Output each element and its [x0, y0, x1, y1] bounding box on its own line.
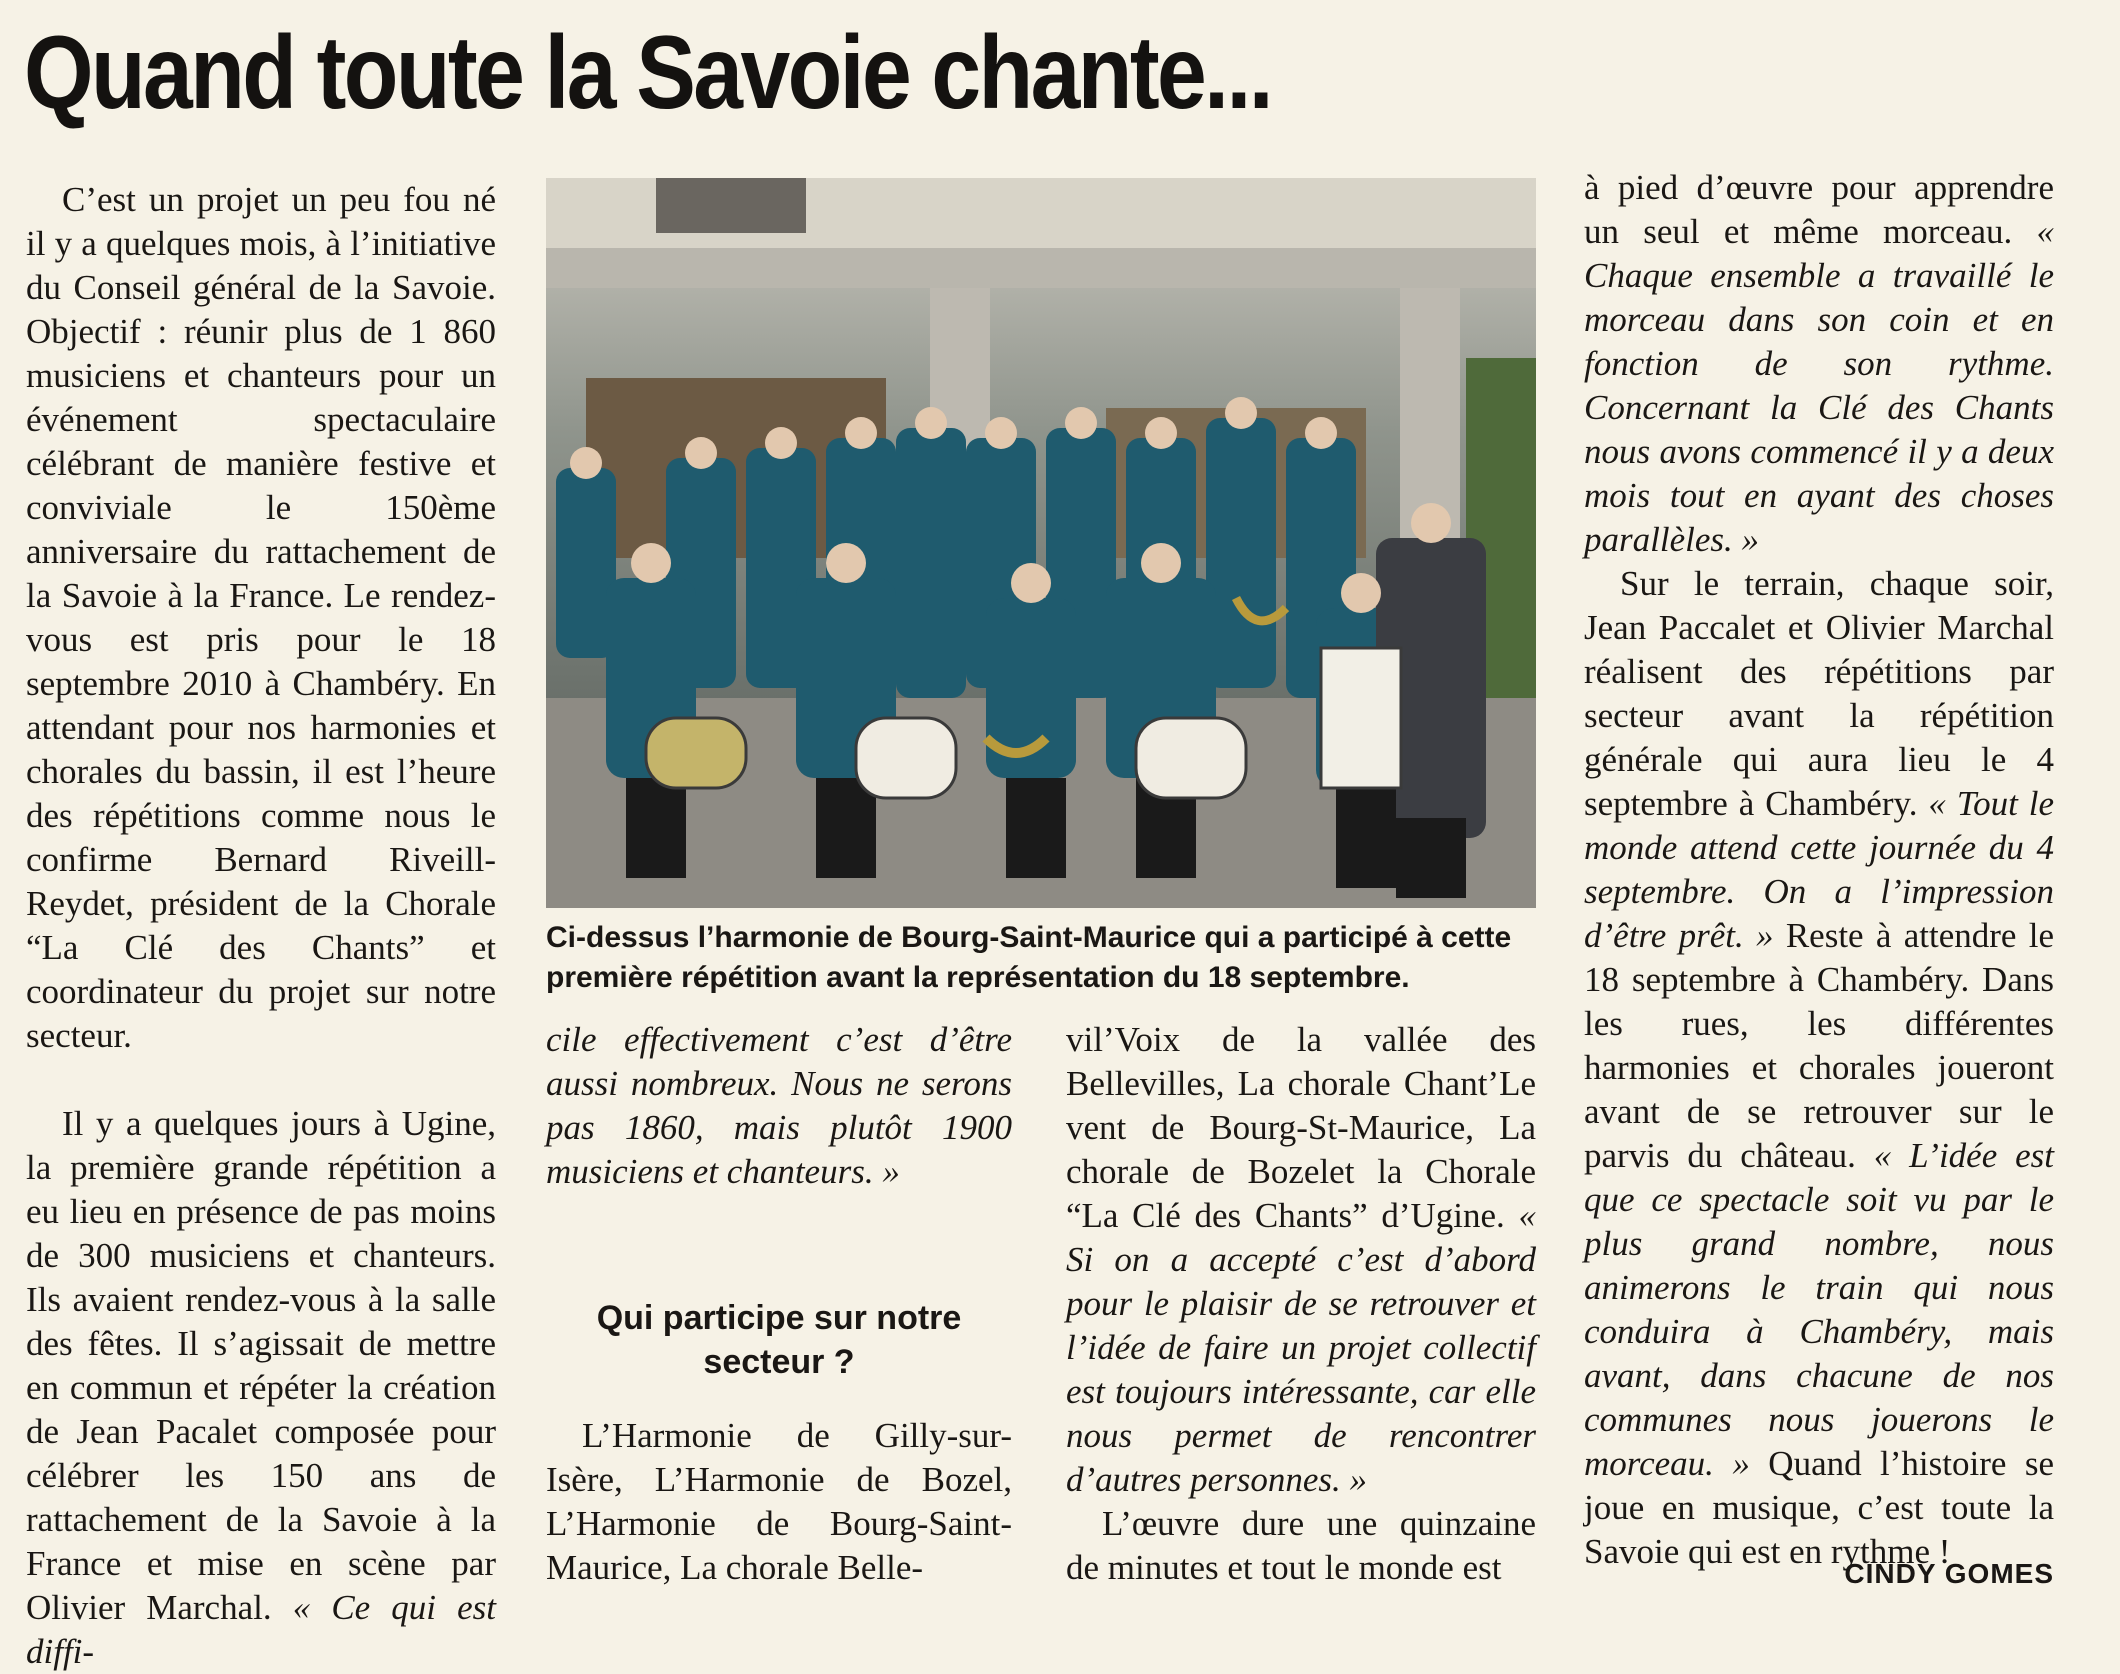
column-2-bottom: [546, 1414, 1012, 1590]
participants-continued-text: vil’Voix de la vallée des Bellevilles, La chorale Chant’Le vent de Bourg-St-Maurice, La chorale de Bozelet la Chorale “La Clé des Chants” d’Ugine.: [1066, 1020, 1536, 1235]
quote-ensemble: « Chaque ensemble a travaillé le morceau dans son coin et en fonction de son rythme. Concernant la Clé des Chants nous avons commencé il y a deux mois tout en ayant des choses parallèles. »: [1584, 212, 2055, 559]
quote-train: « L’idée est que ce spectacle soit vu par le plus grand nombre, nous animerons le train qui nous conduira à Chambéry, mais avant, dans chacune de nos communes nous jouerons le morceau. »: [1584, 1136, 2054, 1483]
terrain-text-a: Sur le terrain, chaque soir, Jean Paccalet et Olivier Marchal réalisent des répétitions par secteur avant la répétition générale qui aura lieu le 4 septembre à Chambéry.: [1584, 564, 2054, 823]
participants-continued: [1066, 1018, 1536, 1502]
column-3: [1066, 1018, 1536, 1590]
paragraph-terrain: [1584, 562, 2054, 1574]
subhead: Qui participe sur notre secteur ?: [596, 1299, 962, 1381]
headline: Quand toute la Savoie chante...: [24, 15, 1271, 131]
column-2-top: [546, 1018, 1012, 1194]
photo-caption: Ci-dessus l’harmonie de Bourg-Saint-Maurice qui a participé à cette première répétition avant la représentation du 18 septembre.: [546, 921, 1512, 994]
column-4: [1584, 166, 2054, 1574]
quote-september: « Tout le monde attend cette journée du 4 septembre. On a l’impression d’être prêt. »: [1584, 784, 2054, 955]
column-1: [26, 178, 496, 1674]
duration-paragraph: L’œuvre dure une quinzaine de minutes et tout le monde est: [1066, 1504, 1536, 1587]
terrain-text-c: Quand l’histoire se joue en musique, c’est toute la Savoie qui est en rythme !: [1584, 1444, 2054, 1571]
band-photo-illustration: [546, 178, 1536, 908]
participants-paragraph: L’Harmonie de Gilly-sur-Isère, L’Harmonie de Bozel, L’Harmonie de Bourg-Saint-Maurice, La chorale Belle-: [546, 1416, 1012, 1587]
paragraph-work-text: à pied d’œuvre pour apprendre un seul et même morceau.: [1584, 168, 2054, 251]
paragraph-rehearsal-text: Il y a quelques jours à Ugine, la première grande répétition a eu lieu en présence de pas moins de 300 musiciens et chanteurs. Ils avaient rendez-vous à la salle des fêtes. Il s’agissait de mettre en commun et répéter la création de Jean Pacalet composée pour célébrer les 150 ans de rattachement de la Savoie à la France et mise en scène par Olivier Marchal.: [26, 1104, 496, 1627]
band-photo: [546, 178, 1536, 908]
paragraph-rehearsal: [26, 1102, 496, 1674]
terrain-text-b: Reste à attendre le 18 septembre à Chambéry. Dans les rues, les différentes harmonies et chorales joueront avant de se retrouver sur le parvis du château.: [1584, 916, 2055, 1175]
quote-end-text: cile effectivement c’est d’être aussi nombreux. Nous ne serons pas 1860, mais plutôt 1900 musiciens et chanteurs. »: [546, 1020, 1012, 1191]
paragraph-work: [1584, 166, 2054, 562]
quote-collective: « Si on a accepté c’est d’abord pour le plaisir de se retrouver et l’idée de faire un projet collectif est toujours intéressante, car elle nous permet de rencontrer d’autres personnes. »: [1066, 1196, 1536, 1499]
byline: CINDY GOMES: [1844, 1558, 2054, 1589]
paragraph-intro: C’est un projet un peu fou né il y a quelques mois, à l’initiative du Conseil général de la Savoie. Objectif : réunir plus de 1 860 musiciens et chanteurs pour un événement spectaculaire célébrant de manière festive et conviviale le 150ème anniversaire du rattachement de la Savoie à la France. Le rendez-vous est pris pour le 18 septembre 2010 à Chambéry. En attendant pour nos harmonies et chorales du bassin, il est l’heure des répétitions comme nous le confirme Bernard Riveill-Reydet, président de la Chorale “La Clé des Chants” et coordinateur du projet sur notre secteur.: [26, 180, 496, 1055]
quote-end: [546, 1018, 1012, 1194]
quote-start: « Ce qui est diffi-: [26, 1588, 497, 1671]
